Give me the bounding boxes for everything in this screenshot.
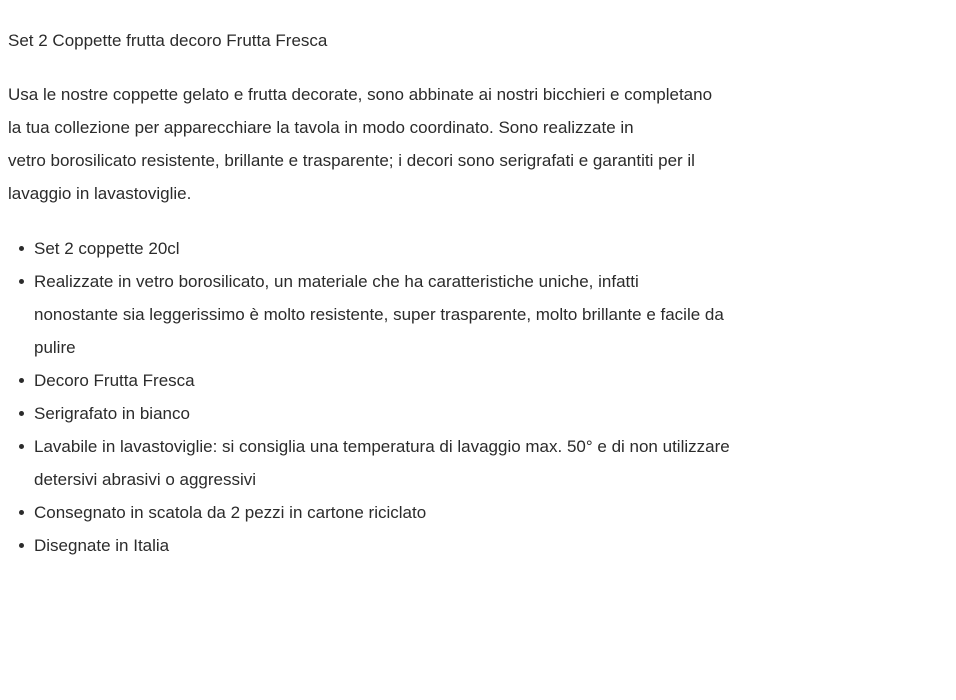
feature-line: Set 2 coppette 20cl (34, 239, 180, 258)
description-line: vetro borosilicato resistente, brillante e trasparente; i decori sono serigrafati e garantiti per il (8, 151, 695, 170)
feature-line: Lavabile in lavastoviglie: si consiglia una temperatura di lavaggio max. 50° e di non utilizzare (34, 437, 730, 456)
list-item (34, 232, 956, 265)
feature-line: Consegnato in scatola da 2 pezzi in cartone riciclato (34, 503, 427, 522)
product-description-paragraph (8, 78, 956, 210)
description-line: lavaggio in lavastoviglie. (8, 184, 192, 203)
list-item (34, 265, 956, 364)
feature-line: nonostante sia leggerissimo è molto resistente, super trasparente, molto brillante e facile da (34, 305, 724, 324)
product-feature-list (8, 232, 956, 562)
list-item (34, 529, 956, 562)
feature-line: detersivi abrasivi o aggressivi (34, 470, 257, 489)
feature-line: Decoro Frutta Fresca (34, 371, 195, 390)
feature-line: Disegnate in Italia (34, 536, 170, 555)
description-line: Usa le nostre coppette gelato e frutta decorate, sono abbinate ai nostri bicchieri e completano (8, 85, 713, 104)
feature-line: Realizzate in vetro borosilicato, un materiale che ha caratteristiche uniche, infatti (34, 272, 639, 291)
feature-line: Serigrafato in bianco (34, 404, 190, 423)
description-line: la tua collezione per apparecchiare la tavola in modo coordinato. Sono realizzate in (8, 118, 634, 137)
list-item (34, 496, 956, 529)
product-title: Set 2 Coppette frutta decoro Frutta Fresca (8, 31, 328, 50)
feature-line: pulire (34, 338, 76, 357)
list-item (34, 397, 956, 430)
list-item (34, 430, 956, 496)
list-item (34, 364, 956, 397)
